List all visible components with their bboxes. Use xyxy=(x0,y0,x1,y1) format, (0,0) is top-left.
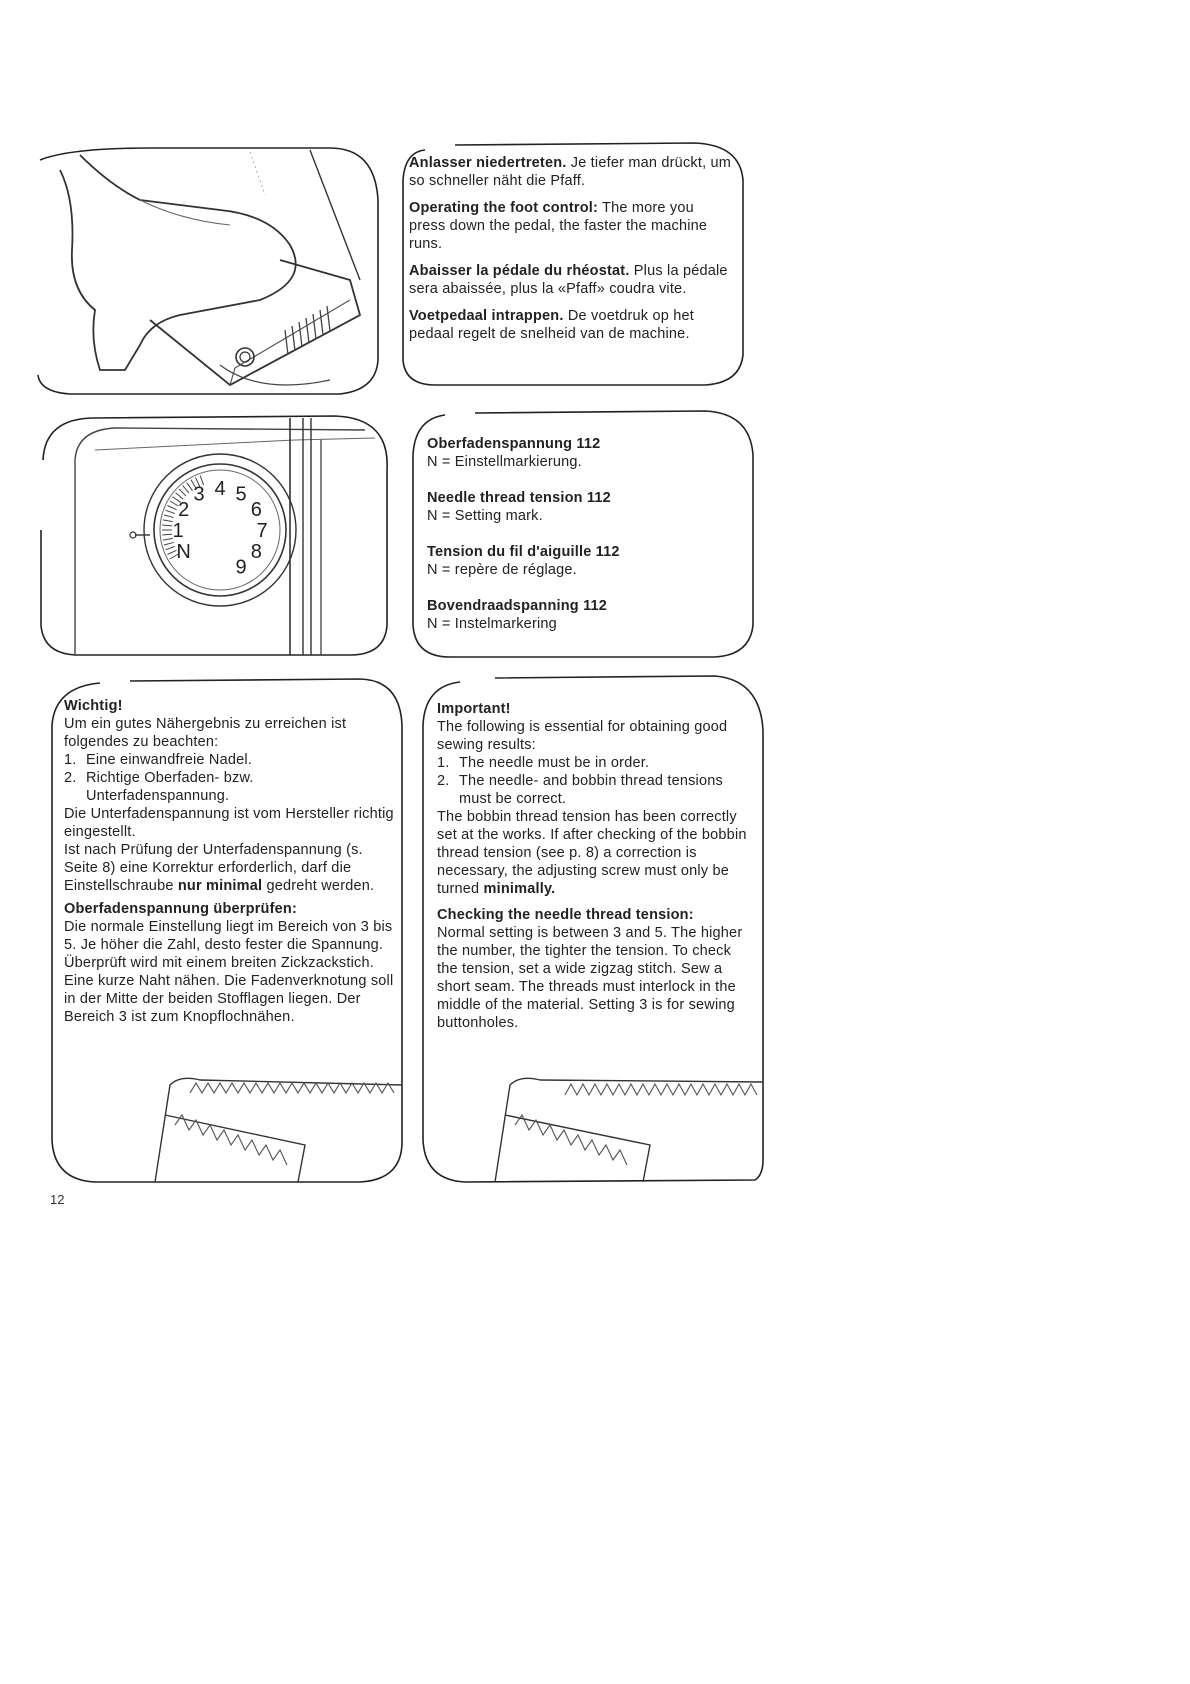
english-sub-heading: Checking the needle thread tension: xyxy=(437,907,694,923)
dial-tick xyxy=(163,538,173,540)
foot-control-en-body: The more you press down the pedal, the faster the machine runs. xyxy=(409,200,708,252)
german-list xyxy=(64,751,394,805)
german-list-item xyxy=(64,769,394,805)
dial-number: 7 xyxy=(256,520,268,542)
dial-tick xyxy=(165,546,174,549)
english-sub-body: Normal setting is between 3 and 5. The higher the number, the tighter the tension. To check the tension, set a wide zigzag stitch. Sew a short seam. The threads must interlock in the middle of the material. Setting 3 is for sewing buttonholes. xyxy=(437,925,743,1031)
german-title: Wichtig! xyxy=(64,698,123,714)
german-intro: Um ein gutes Nähergebnis zu erreichen ist folgendes zu beachten: xyxy=(64,716,347,750)
german-important-panel xyxy=(40,675,405,1185)
tension-de xyxy=(427,435,747,471)
tension-nl-heading: Bovendraadspanning 112 xyxy=(427,598,608,614)
foot-control-nl xyxy=(409,307,734,343)
dial-number: 6 xyxy=(250,499,262,521)
german-p2-end: gedreht werden. xyxy=(262,878,375,894)
tension-en-heading: Needle thread tension 112 xyxy=(427,490,611,506)
dial-number: 3 xyxy=(193,483,205,506)
dial-tick xyxy=(165,510,174,513)
dial-tick xyxy=(163,520,173,522)
dial-number: 4 xyxy=(214,478,226,500)
dial-tick xyxy=(164,515,174,518)
dial-tick xyxy=(179,489,186,496)
english-list-item xyxy=(437,772,755,808)
dial-number: N xyxy=(176,541,191,563)
english-list xyxy=(437,754,755,808)
english-intro: The following is essential for obtaining good sewing results: xyxy=(437,719,728,753)
foot-control-nl-body: De voetdruk op het pedaal regelt de snelheid van de machine. xyxy=(409,308,694,342)
tension-nl xyxy=(427,597,747,633)
foot-control-text-panel xyxy=(395,140,750,390)
page-number: 12 xyxy=(50,1192,65,1207)
english-important-panel xyxy=(415,670,765,1185)
english-list-text: The needle- and bobbin thread tensions must be correct. xyxy=(459,773,723,807)
foot-control-de xyxy=(409,154,734,190)
german-p1: Die Unterfadenspannung ist vom Hersteller richtig eingestellt. xyxy=(64,806,394,840)
english-p1 xyxy=(437,808,755,898)
german-list-item xyxy=(64,751,394,769)
foot-control-en xyxy=(409,199,734,253)
dial-number: 8 xyxy=(250,541,262,563)
german-p2-text: Ist nach Prüfung der Unterfadenspannung (s. Seite 8) eine Korrektur erforderlich, darf die Einstellschraube xyxy=(64,842,363,894)
foot-control-en-heading: Operating the foot control: xyxy=(409,200,599,216)
english-p1-bold: minimally. xyxy=(483,881,556,897)
tension-fr-body: N = repère de réglage. xyxy=(427,562,577,578)
tension-fr-heading: Tension du fil d'aiguille 112 xyxy=(427,544,620,560)
foot-control-fr-body: Plus la pédale sera abaissée, plus la «Pfaff» coudra vite. xyxy=(409,263,728,297)
tension-nl-body: N = Instelmarkering xyxy=(427,616,557,632)
german-list-num: 1. xyxy=(64,752,77,768)
dial-number: 2 xyxy=(178,499,190,521)
tension-en-body: N = Setting mark. xyxy=(427,508,543,524)
dial-tick xyxy=(187,482,193,490)
dial-tick xyxy=(162,534,172,535)
foot-control-fr-heading: Abaisser la pédale du rhéostat. xyxy=(409,263,630,279)
dial-number: 5 xyxy=(235,483,247,506)
foot-control-fr xyxy=(409,262,734,298)
english-list-num: 2. xyxy=(437,773,450,789)
english-list-item xyxy=(437,754,755,772)
tension-de-body: N = Einstellmarkierung. xyxy=(427,454,582,470)
foot-pedal-illustration xyxy=(30,140,390,400)
dial-tick xyxy=(167,505,176,509)
english-list-num: 1. xyxy=(437,755,450,771)
german-list-num: 2. xyxy=(64,770,77,786)
dial-number: 9 xyxy=(235,556,247,579)
dial-tick xyxy=(164,542,174,545)
german-sub-body: Die normale Einstellung liegt im Bereich von 3 bis 5. Je höher die Zahl, desto fester die Spannung. Überprüft wird mit einem breiten Zickzackstich. Eine kurze Naht nähen. Die Fadenverknotung soll in der Mitte der beiden Stofflagen liegen. Der Bereich 3 ist zum Knopflochnähen. xyxy=(64,919,394,1025)
english-title: Important! xyxy=(437,701,511,717)
english-p1-text: The bobbin thread tension has been correctly set at the works. If after checking of the bobbin thread tension (see p. 8) a correction is necessary, the adjusting screw must only be turned xyxy=(437,809,747,897)
tension-de-heading: Oberfadenspannung 112 xyxy=(427,436,601,452)
foot-control-nl-heading: Voetpedaal intrappen. xyxy=(409,308,564,324)
dial-tick xyxy=(183,486,189,494)
dial-number: 1 xyxy=(172,520,184,542)
dial-tick xyxy=(167,550,176,554)
foot-control-de-heading: Anlasser niedertreten. xyxy=(409,155,567,171)
dial-tick xyxy=(162,525,172,526)
tension-dial-illustration xyxy=(35,410,395,660)
german-list-text: Eine einwandfreie Nadel. xyxy=(86,752,253,768)
german-list-text: Richtige Oberfaden- bzw. Unterfadenspannung. xyxy=(86,770,254,804)
foot-control-de-body: Je tiefer man drückt, um so schneller näht die Pfaff. xyxy=(409,155,732,189)
tension-en xyxy=(427,489,747,525)
german-p2-bold: nur minimal xyxy=(177,878,263,894)
tension-fr xyxy=(427,543,747,579)
german-p2 xyxy=(64,841,394,895)
tension-text-panel xyxy=(405,405,760,660)
german-sub-heading: Oberfadenspannung überprüfen: xyxy=(64,901,297,917)
english-list-text: The needle must be in order. xyxy=(459,755,650,771)
